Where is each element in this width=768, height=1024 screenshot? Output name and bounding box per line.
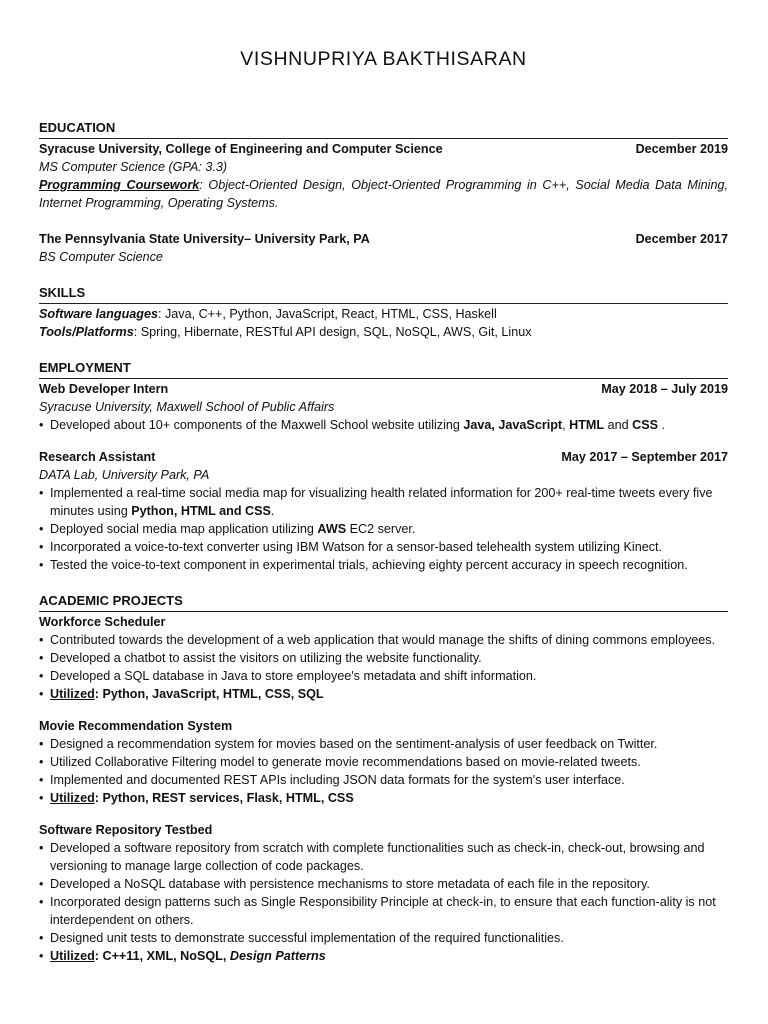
graduation-date: December 2017	[635, 232, 728, 246]
list-item: • Utilized Collaborative Filtering model to generate movie recommendations based on movie-related tweets.	[39, 753, 728, 771]
list-item: • Designed unit tests to demonstrate successful implementation of the required functionalities.	[39, 929, 728, 947]
coursework-label: Programming Coursework	[39, 178, 200, 192]
list-item: • Developed a chatbot to assist the visitors on utilizing the website functionality.	[39, 649, 728, 667]
bullet-keyword: HTML	[569, 418, 605, 432]
bullet-keyword: AWS	[317, 522, 347, 536]
projects-section	[39, 592, 728, 965]
utilized-label: Utilized	[50, 949, 95, 963]
list-item: • Contributed towards the development of a web application that would manage the shifts of dining commons employees.	[39, 631, 728, 649]
utilized-list: : Python, REST services, Flask, HTML, CSS	[94, 791, 354, 805]
degree: BS Computer Science	[39, 250, 163, 264]
skills-value: : Spring, Hibernate, RESTful API design, SQL, NoSQL, AWS, Git, Linux	[133, 325, 532, 339]
list-item: • Tested the voice-to-text component in experimental trials, achieving eighty percent accuracy in speech recognition.	[39, 556, 728, 574]
bullet-keyword: Java, JavaScript	[463, 418, 563, 432]
projects-title: ACADEMIC PROJECTS	[39, 592, 728, 612]
graduation-date: December 2019	[635, 142, 728, 156]
list-item	[39, 685, 728, 703]
job-role: Web Developer Intern	[39, 382, 169, 396]
job-1-header	[39, 380, 728, 398]
employment-title: EMPLOYMENT	[39, 359, 728, 379]
bullet-text: .	[658, 418, 666, 432]
list-item: • Incorporated a voice-to-text converter using IBM Watson for a sensor-based telehealth system utilizing Kinect.	[39, 538, 728, 556]
school-name: The Pennsylvania State University– University Park, PA	[39, 232, 370, 246]
list-item: • Incorporated design patterns such as Single Responsibility Principle at check-in, to ensure that each function-ality is not interdependent on others.	[39, 893, 728, 929]
skills-label: Tools/Platforms	[39, 325, 134, 339]
bullet-keyword: Python, HTML and CSS	[131, 504, 271, 518]
project-name: Workforce Scheduler	[39, 615, 166, 629]
bullet-text: ,	[562, 418, 570, 432]
list-item	[39, 947, 728, 965]
job-1-bullets	[39, 416, 728, 434]
skills-title: SKILLS	[39, 284, 728, 304]
candidate-name: VISHNUPRIYA BAKTHISARAN	[240, 48, 527, 70]
utilized-list: : Python, JavaScript, HTML, CSS, SQL	[94, 687, 324, 701]
job-org: DATA Lab, University Park, PA	[39, 468, 210, 482]
bullet-text: Developed about 10+ components of the Maxwell School website utilizing	[50, 418, 464, 432]
bullet-keyword: CSS	[632, 418, 659, 432]
bullet-text: EC2 server.	[346, 522, 416, 536]
skills-label: Software languages	[39, 307, 158, 321]
utilized-list-italic: Design Patterns	[229, 949, 326, 963]
project-3-bullets	[39, 839, 728, 965]
job-date: May 2018 – July 2019	[601, 382, 728, 396]
skills-section	[39, 284, 728, 341]
skills-languages	[39, 305, 728, 323]
education-entry-1-header	[39, 140, 728, 158]
coursework	[39, 176, 728, 212]
education-section	[39, 119, 728, 266]
education-entry-2-header	[39, 230, 728, 248]
utilized-label: Utilized	[50, 687, 95, 701]
school-name: Syracuse University, College of Engineering and Computer Science	[39, 142, 443, 156]
list-item	[39, 484, 728, 520]
job-2-header	[39, 448, 728, 466]
job-role: Research Assistant	[39, 450, 156, 464]
education-title: EDUCATION	[39, 119, 728, 139]
skills-tools	[39, 323, 728, 341]
job-2-bullets	[39, 484, 728, 574]
bullet-text: .	[270, 504, 275, 518]
bullet-text: Implemented a real-time social media map for visualizing health related information for 200+ real-time tweets every five minutes using	[50, 486, 713, 518]
bullet-text: and	[604, 418, 633, 432]
list-item	[39, 520, 728, 538]
coursework-list: : Object-Oriented Design, Object-Oriented Programming in C++, Social Media Data Mining, Internet Programming, Operating Systems.	[39, 178, 728, 210]
degree: MS Computer Science (GPA: 3.3)	[39, 160, 228, 174]
list-item: • Developed a SQL database in Java to store employee's metadata and shift information.	[39, 667, 728, 685]
bullet-text: Deployed social media map application utilizing	[50, 522, 318, 536]
job-date: May 2017 – September 2017	[561, 450, 728, 464]
project-name: Software Repository Testbed	[39, 823, 213, 837]
employment-section	[39, 359, 728, 574]
list-item: • Developed a software repository from scratch with complete functionalities such as check-in, check-out, browsing and versioning to manage large collection of code packages.	[39, 839, 728, 875]
list-item: • Designed a recommendation system for movies based on the sentiment-analysis of user feedback on Twitter.	[39, 735, 728, 753]
utilized-list: : C++11, XML, NoSQL,	[94, 949, 230, 963]
project-1-bullets	[39, 631, 728, 703]
list-item: • Implemented and documented REST APIs including JSON data formats for the system's user interface.	[39, 771, 728, 789]
utilized-label: Utilized	[50, 791, 95, 805]
contact-line-blurred	[39, 77, 728, 119]
project-name: Movie Recommendation System	[39, 719, 233, 733]
list-item: • Developed a NoSQL database with persistence mechanisms to store metadata of each file in the repository.	[39, 875, 728, 893]
list-item	[39, 789, 728, 807]
project-2-bullets	[39, 735, 728, 807]
skills-value: : Java, C++, Python, JavaScript, React, HTML, CSS, Haskell	[157, 307, 497, 321]
job-org: Syracuse University, Maxwell School of Public Affairs	[39, 400, 335, 414]
list-item	[39, 416, 728, 434]
